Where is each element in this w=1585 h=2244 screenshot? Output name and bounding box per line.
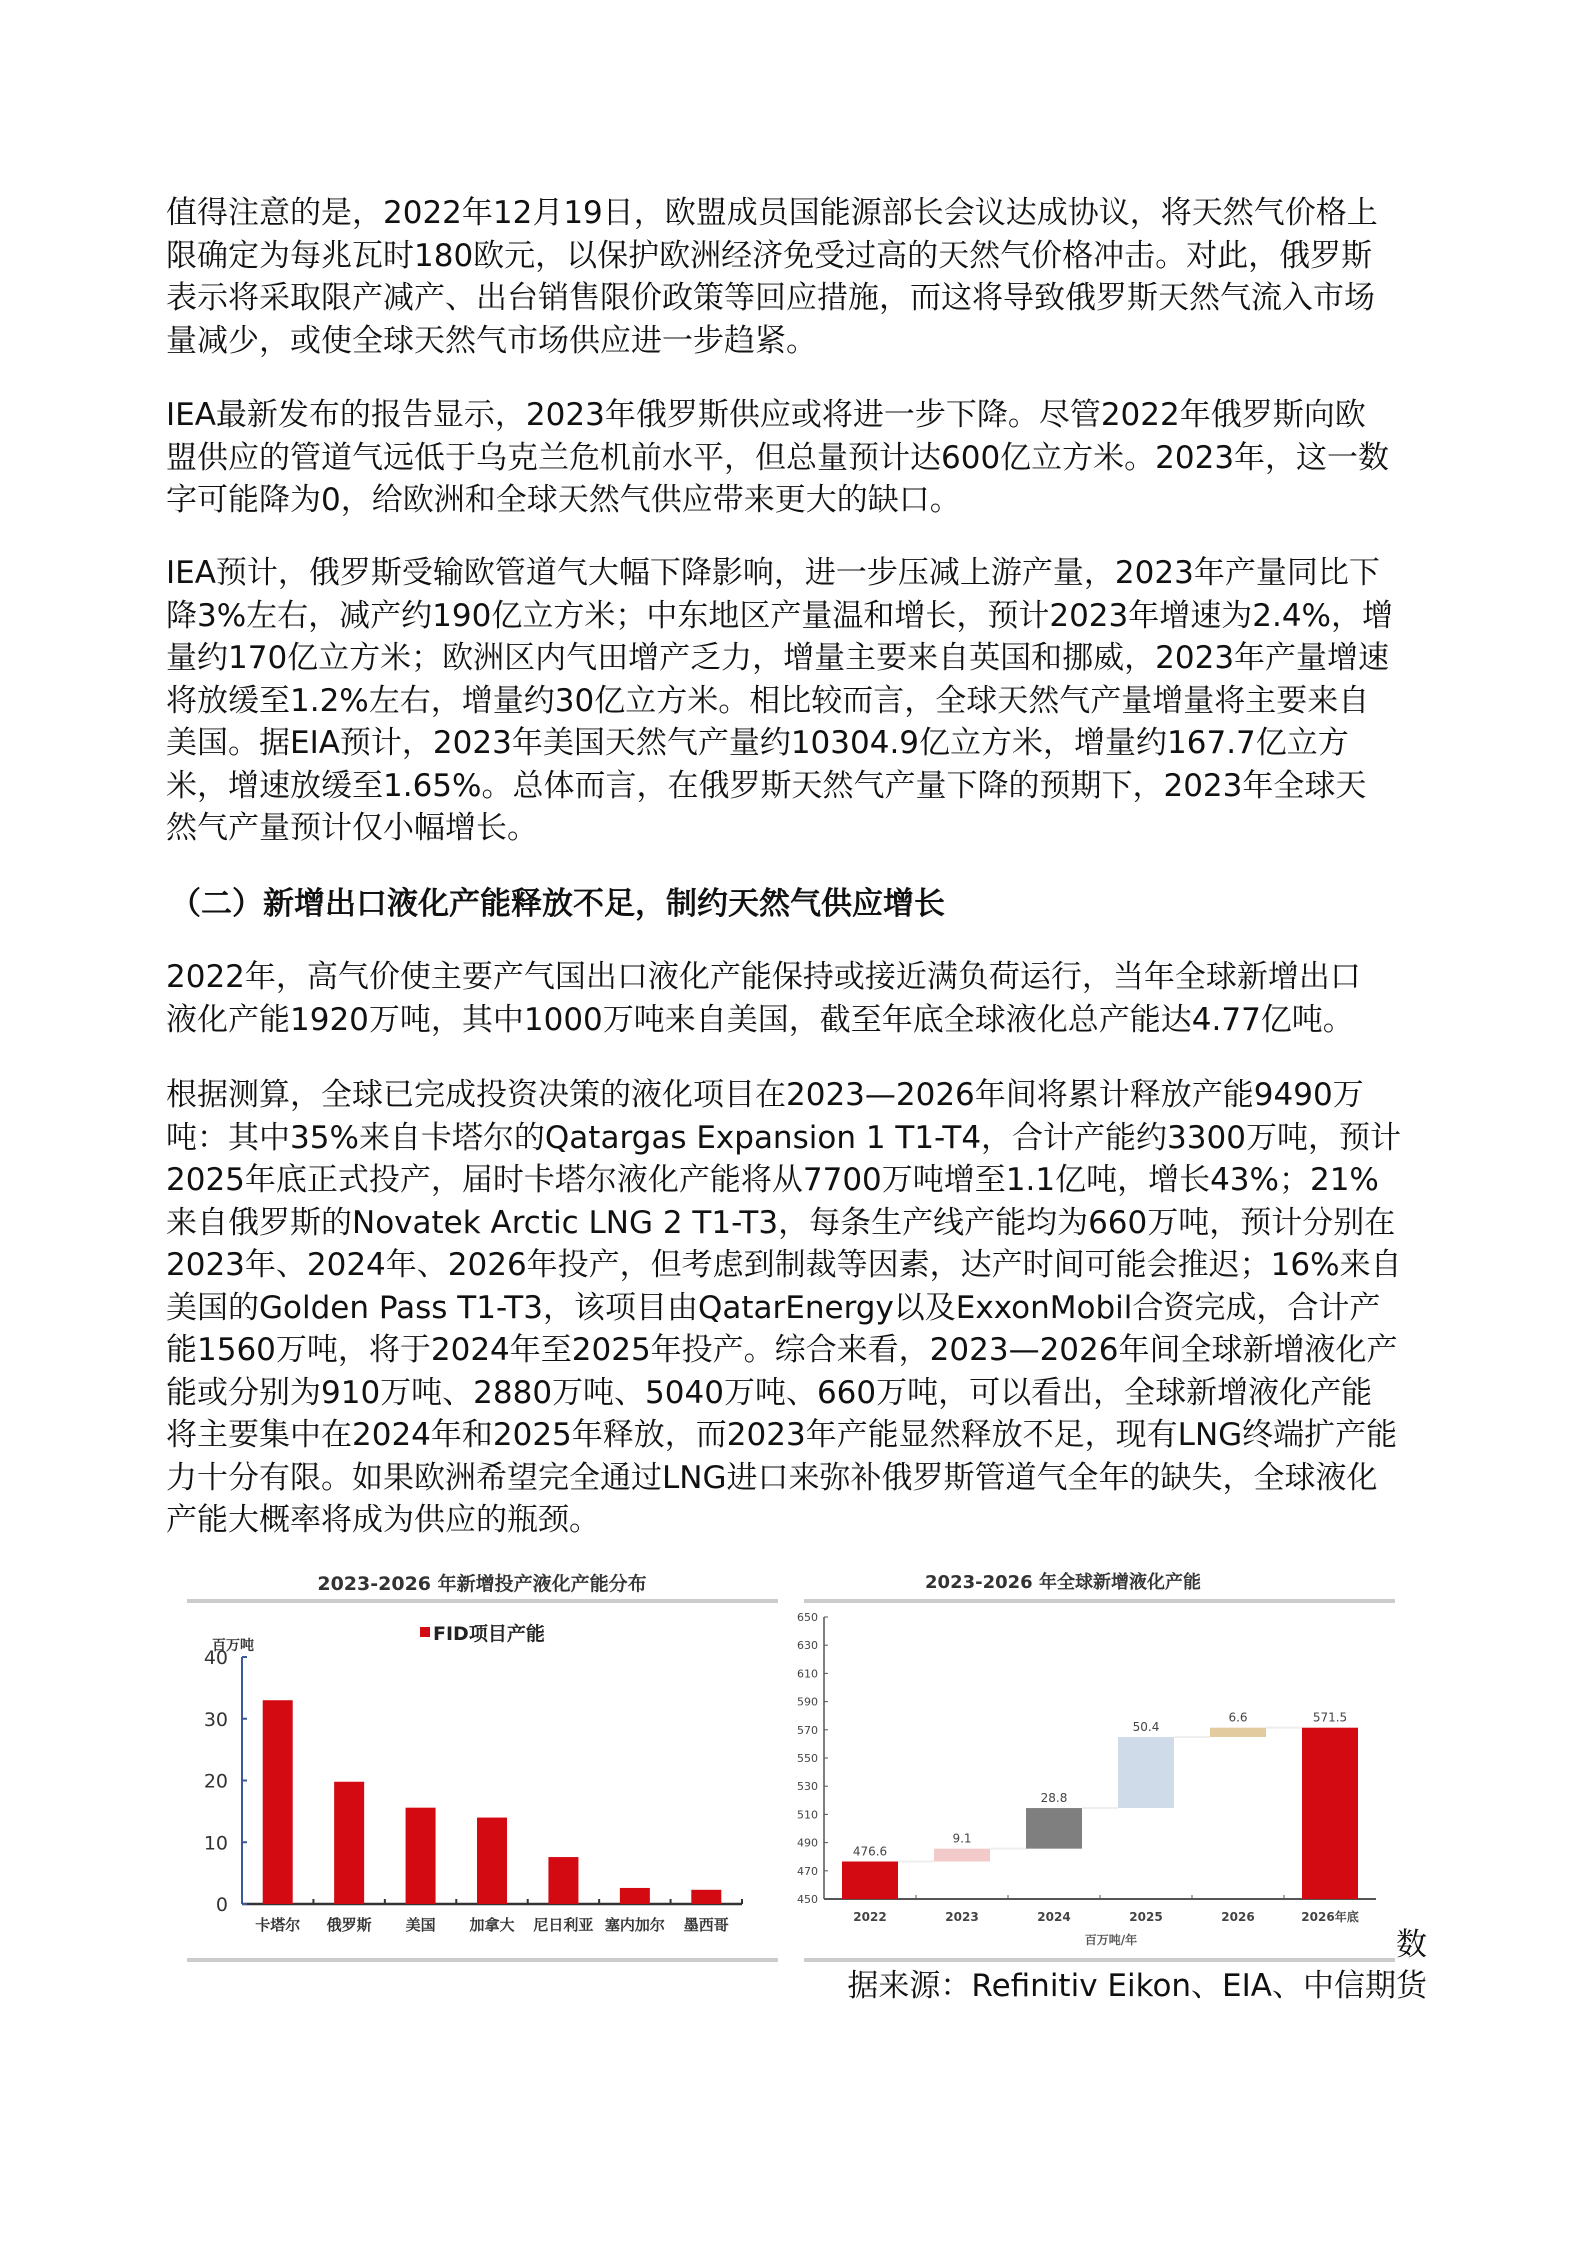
bar-3 xyxy=(477,1818,507,1904)
paragraph-line: 值得注意的是，2022年12月19日，欧盟成员国能源部长会议达成协议，将天然气价格上 xyxy=(166,195,1378,231)
paragraph-line: 美国的Golden Pass T1-T3，该项目由QatarEnergy以及ExxonMobil合资完成，合计产 xyxy=(166,1289,1381,1326)
paragraph-line: 2023年、2024年、2026年投产，但考虑到制裁等因素，达产时间可能会推迟；16%来自 xyxy=(166,1247,1402,1283)
bar-5 xyxy=(1302,1728,1358,1899)
legend-label: FID项目产能 xyxy=(433,1623,545,1645)
paragraph-line: 表示将采取限产减产、出台销售限价政策等回应措施，而这将导致俄罗斯天然气流入市场 xyxy=(166,280,1375,316)
x-tick-label: 塞内加尔 xyxy=(604,1916,665,1934)
paragraph-line: 2022年，高气价使主要产气国出口液化产能保持或接近满负荷运行，当年全球新增出口 xyxy=(166,959,1361,995)
section-heading: （二）新增出口液化产能释放不足，制约天然气供应增长 xyxy=(170,886,945,922)
paragraph-line: 根据测算，全球已完成投资决策的液化项目在2023—2026年间将累计释放产能9490万 xyxy=(166,1077,1364,1113)
data-label: 6.6 xyxy=(1228,1710,1248,1725)
bar-1 xyxy=(934,1849,990,1862)
paragraph-line: 能1560万吨，将于2024年至2025年投产。综合来看，2023—2026年间全球新增液化产 xyxy=(166,1332,1398,1368)
x-tick-label: 2023 xyxy=(945,1910,979,1924)
data-label: 9.1 xyxy=(952,1831,972,1846)
x-tick-label: 尼日利亚 xyxy=(533,1916,594,1934)
x-tick-label: 2024 xyxy=(1037,1910,1071,1924)
paragraph-line: 然气产量预计仅小幅增长。 xyxy=(166,810,538,846)
bar-2 xyxy=(1026,1808,1082,1849)
paragraph-line: 液化产能1920万吨，其中1000万吨来自美国，截至年底全球液化总产能达4.77亿吨。 xyxy=(166,1001,1354,1038)
y-tick-label: 10 xyxy=(203,1832,228,1855)
bar-4 xyxy=(1210,1728,1266,1737)
y-tick-label: 610 xyxy=(797,1667,818,1681)
y-tick-label: 0 xyxy=(215,1894,228,1916)
chart-title: 2023-2026 年新增投产液化产能分布 xyxy=(317,1573,647,1595)
paragraph-line: IEA最新发布的报告显示，2023年俄罗斯供应或将进一步下降。尽管2022年俄罗斯向欧 xyxy=(166,397,1366,433)
bar-1 xyxy=(334,1782,364,1904)
y-tick-label: 630 xyxy=(797,1639,818,1653)
x-tick-label: 卡塔尔 xyxy=(255,1916,301,1934)
paragraph-line: 吨：其中35%来自卡塔尔的Qatargas Expansion 1 T1-T4，合计产能约3300万吨，预计 xyxy=(166,1119,1401,1156)
paragraph-line: 产能大概率将成为供应的瓶颈。 xyxy=(166,1502,600,1538)
paragraph-line: 将主要集中在2024年和2025年释放，而2023年产能显然释放不足，现有LNG终端扩产能 xyxy=(166,1417,1398,1453)
source-note: 据来源：Refinitiv Eikon、EIA、中信期货 xyxy=(847,1968,1427,2004)
y-tick-label: 490 xyxy=(797,1836,818,1850)
data-label: 28.8 xyxy=(1040,1791,1068,1806)
chart-title: 2023-2026 年全球新增液化产能 xyxy=(925,1572,1201,1593)
paragraph-line: 量减少，或使全球天然气市场供应进一步趋紧。 xyxy=(166,322,817,359)
x-tick-label: 2026年底 xyxy=(1301,1910,1359,1924)
x-tick-label: 俄罗斯 xyxy=(326,1916,372,1934)
y-tick-label: 650 xyxy=(797,1611,818,1624)
paragraph-line: 能或分别为910万吨、2880万吨、5040万吨、660万吨，可以看出，全球新增液化产能 xyxy=(166,1374,1373,1411)
bar-5 xyxy=(620,1888,650,1904)
data-label: 476.6 xyxy=(852,1844,888,1859)
paragraph-line: 降3%左右，减产约190亿立方米；中东地区产量温和增长，预计2023年增速为2.4%，增 xyxy=(166,597,1393,634)
y-tick-label: 40 xyxy=(203,1647,228,1669)
paragraph-line: 将放缓至1.2%左右，增量约30亿立方米。相比较而言，全球天然气产量增量将主要来自 xyxy=(166,682,1370,719)
paragraph-line: 来自俄罗斯的Novatek Arctic LNG 2 T1-T3，每条生产线产能均为660万吨，预计分别在 xyxy=(166,1204,1396,1241)
bar-0 xyxy=(263,1700,293,1904)
y-tick-label: 450 xyxy=(797,1893,818,1906)
x-tick-label: 加拿大 xyxy=(469,1916,515,1934)
paragraph-line: 美国。据EIA预计，2023年美国天然气产量约10304.9亿立方米，增量约167.7亿立方 xyxy=(166,725,1349,761)
paragraph-line: IEA预计，俄罗斯受输欧管道气大幅下降影响，进一步压减上游产量，2023年产量同比下 xyxy=(166,555,1380,591)
bar-3 xyxy=(1118,1737,1174,1808)
y-tick-label: 570 xyxy=(797,1723,818,1737)
y-axis-label: 百万吨 xyxy=(212,1638,254,1654)
data-label: 571.5 xyxy=(1312,1710,1348,1725)
x-tick-label: 美国 xyxy=(405,1916,436,1934)
y-tick-label: 530 xyxy=(797,1780,818,1794)
bar-6 xyxy=(691,1890,721,1904)
x-tick-label: 2026 xyxy=(1221,1910,1255,1924)
y-tick-label: 20 xyxy=(203,1770,228,1793)
y-tick-label: 470 xyxy=(797,1864,818,1878)
x-axis-label: 百万吨/年 xyxy=(1084,1933,1138,1947)
bar-0 xyxy=(842,1861,898,1899)
y-tick-label: 590 xyxy=(797,1695,818,1709)
y-tick-label: 550 xyxy=(797,1752,818,1765)
paragraph-line: 盟供应的管道气远低于乌克兰危机前水平，但总量预计达600亿立方米。2023年，这一数 xyxy=(166,439,1390,476)
paragraph-line: 2025年底正式投产，届时卡塔尔液化产能将从7700万吨增至1.1亿吨，增长43%；21% xyxy=(166,1162,1379,1198)
x-tick-label: 墨西哥 xyxy=(683,1916,729,1934)
y-tick-label: 30 xyxy=(203,1708,228,1731)
legend-swatch xyxy=(420,1627,430,1637)
bar-2 xyxy=(406,1808,436,1904)
x-tick-label: 2025 xyxy=(1129,1910,1163,1924)
paragraph-line: 米，增速放缓至1.65%。总体而言，在俄罗斯天然气产量下降的预期下，2023年全球天 xyxy=(166,767,1367,804)
paragraph-line: 量约170亿立方米；欧洲区内气田增产乏力，增量主要来自英国和挪威，2023年产量增速 xyxy=(166,640,1390,676)
paragraph-line: 限确定为每兆瓦时180欧元，以保护欧洲经济免受过高的天然气价格冲击。对此，俄罗斯 xyxy=(166,237,1373,274)
source-continuation: 数 xyxy=(1396,1927,1427,1963)
y-tick-label: 510 xyxy=(797,1808,818,1822)
x-tick-label: 2022 xyxy=(853,1910,887,1924)
paragraph-line: 字可能降为0，给欧洲和全球天然气供应带来更大的缺口。 xyxy=(166,482,961,518)
data-label: 50.4 xyxy=(1132,1719,1160,1734)
bar-4 xyxy=(548,1857,578,1904)
paragraph-line: 力十分有限。如果欧洲希望完全通过LNG进口来弥补俄罗斯管道气全年的缺失，全球液化 xyxy=(166,1459,1378,1496)
